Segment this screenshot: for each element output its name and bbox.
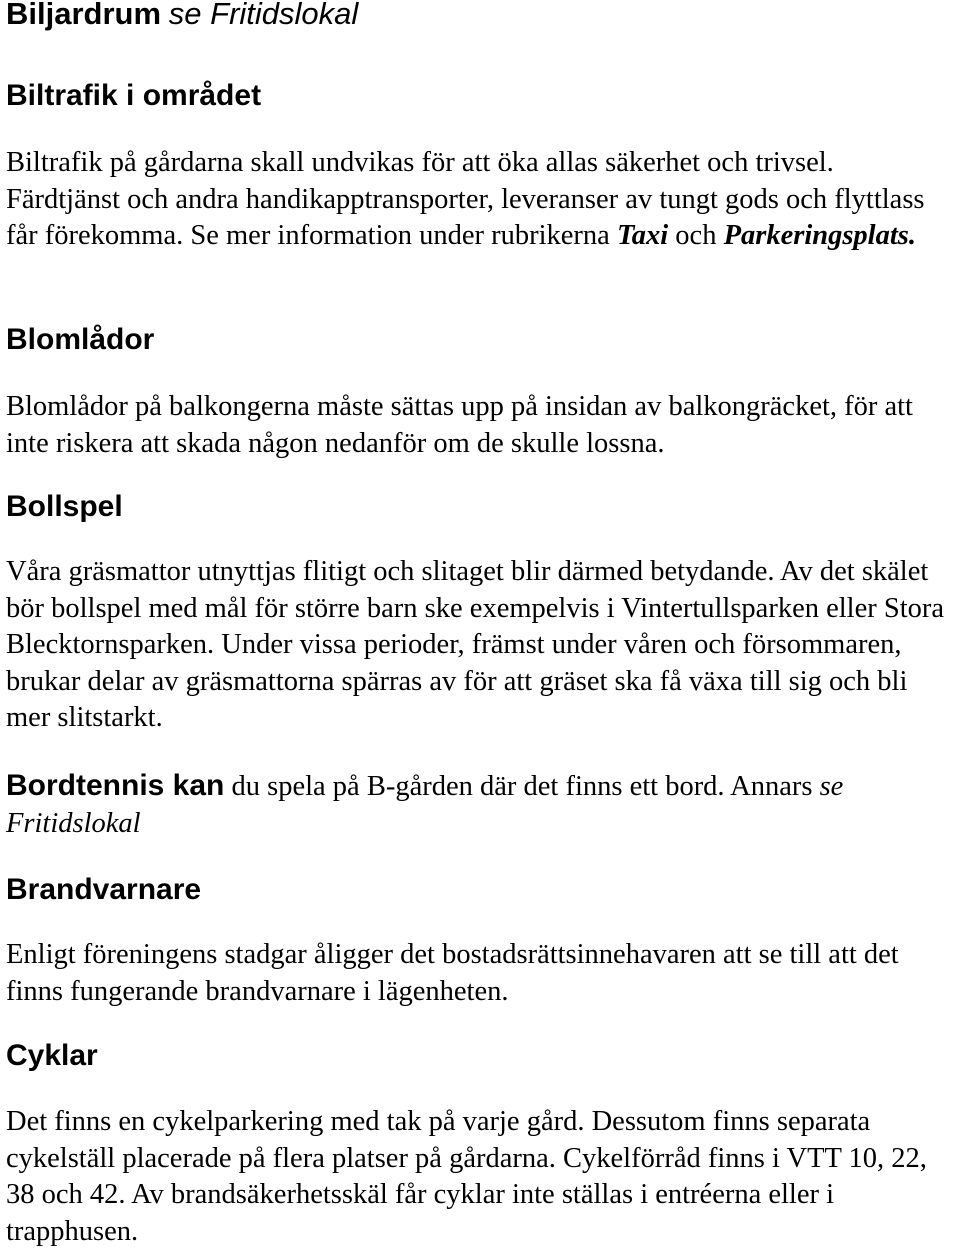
biltrafik-heading: Biltrafik i området bbox=[6, 79, 262, 112]
biljardrum-reference: se Fritidslokal bbox=[168, 0, 359, 31]
biltrafik-paragraph bbox=[6, 145, 954, 255]
blomlador-heading: Blomlådor bbox=[6, 323, 155, 356]
biljardrum-heading: Biljardrum bbox=[6, 0, 162, 31]
biltrafik-emph-taxi: Taxi bbox=[616, 220, 669, 252]
biltrafik-text-2: och bbox=[668, 220, 724, 252]
cyklar-heading: Cyklar bbox=[6, 1039, 98, 1072]
bordtennis-text: du spela på B-gården där det finns ett bord. Annars bbox=[224, 771, 820, 802]
bollspel-heading: Bollspel bbox=[6, 490, 123, 523]
brandvarnare-paragraph: Enligt föreningens stadgar åligger det bostadsrättsinnehavaren att se till att det finns fungerande brandvarnare i lägenheten. bbox=[6, 939, 899, 1007]
biltrafik-text-1: Biltrafik på gårdarna skall undvikas för att öka allas säkerhet och trivsel. Färdtjänst och andra handikapptransporter, leveranser av tungt gods och flyttlass får förekomma. Se mer information under rubrikerna bbox=[6, 147, 925, 252]
biljardrum-entry bbox=[6, 0, 358, 36]
blomlador-paragraph: Blomlådor på balkongerna måste sättas upp på insidan av balkongräcket, för att inte riskera att skada någon nedanför om de skulle lossna. bbox=[6, 391, 913, 459]
bordtennis-heading: Bordtennis kan bbox=[6, 769, 225, 802]
brandvarnare-heading: Brandvarnare bbox=[6, 873, 202, 906]
bollspel-paragraph: Våra gräsmattor utnyttjas flitigt och slitaget blir därmed betydande. Av det skälet bör bollspel med mål för större barn ske exempelvis i Vintertullsparken eller Stora Blecktornsparken. Under vissa perioder, främst under våren och försommaren, brukar delar av gräsmattorna spärras av för att gräset ska få växa till sig och bli mer slitstarkt. bbox=[6, 556, 945, 734]
cyklar-paragraph: Det finns en cykelparkering med tak på varje gård. Dessutom finns separata cykelställ placerade på flera platser på gårdarna. Cykelförråd finns i VTT 10, 22, 38 och 42. Av brandsäkerhetsskäl får cyklar inte ställas i entréerna eller i trapphusen. bbox=[6, 1106, 927, 1247]
bordtennis-reference: se Fritidslokal bbox=[6, 771, 844, 839]
biltrafik-emph-parkeringsplats: Parkeringsplats. bbox=[723, 220, 916, 252]
bordtennis-paragraph bbox=[6, 768, 954, 842]
